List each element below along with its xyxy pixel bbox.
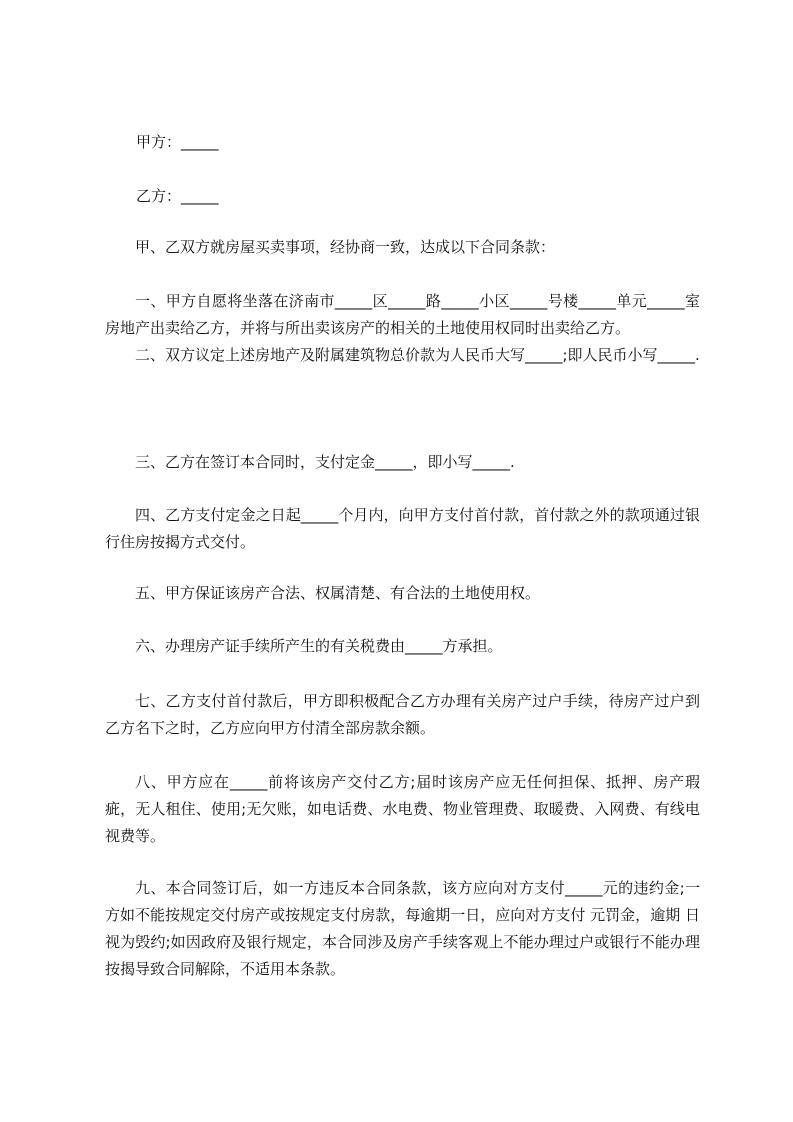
clause-2: 二、双方议定上述房地产及附属建筑物总价款为人民币大写_____;即人民币小写_____.: [135, 346, 700, 364]
clause-4: 四、乙方支付定金之日起_____个月内，向甲方支付首付款，首付款之外的款项通过银行住房按揭方式交付。: [105, 506, 700, 551]
clause-3: 三、乙方在签订本合同时，支付定金_____，即小写_____.: [135, 453, 515, 471]
party-a-line: 甲方：_____: [136, 133, 219, 151]
contract-intro: 甲、乙双方就房屋买卖事项，经协商一致，达成以下合同条款：: [135, 238, 556, 256]
clause-9: 九、本合同签订后，如一方违反本合同条款，该方应向对方支付_____元的违约金;一方如不能按规定交付房产或按规定支付房款，每逾期一日，应向对方支付 元罚金，逾期 日视为毁约;如因政府及银行规定，本合同涉及房产手续客观上不能办理过户或银行不能办理按揭导致合同解除，不适用本条款。: [105, 879, 700, 978]
clause-8: 八、甲方应在_____前将该房产交付乙方;届时该房产应无任何担保、抵押、房产瑕疵，无人租住、使用;无欠账，如电话费、水电费、物业管理费、取暖费、入网费、有线电视费等。: [105, 773, 700, 845]
clause-5: 五、甲方保证该房产合法、权属清楚、有合法的土地使用权。: [135, 584, 541, 602]
clause-6: 六、办理房产证手续所产生的有关税费由_____方承担。: [135, 637, 503, 655]
party-b-line: 乙方：_____: [136, 187, 219, 205]
clause-7: 七、乙方支付首付款后，甲方即积极配合乙方办理有关房产过户手续，待房产过户到乙方名下之时，乙方应向甲方付清全部房款余额。: [105, 692, 700, 737]
clause-1: 一、甲方自愿将坐落在济南市_____区_____路_____小区_____号楼_____单元_____室房地产出卖给乙方，并将与所出卖该房产的相关的土地使用权同时出卖给乙方。: [105, 292, 700, 337]
